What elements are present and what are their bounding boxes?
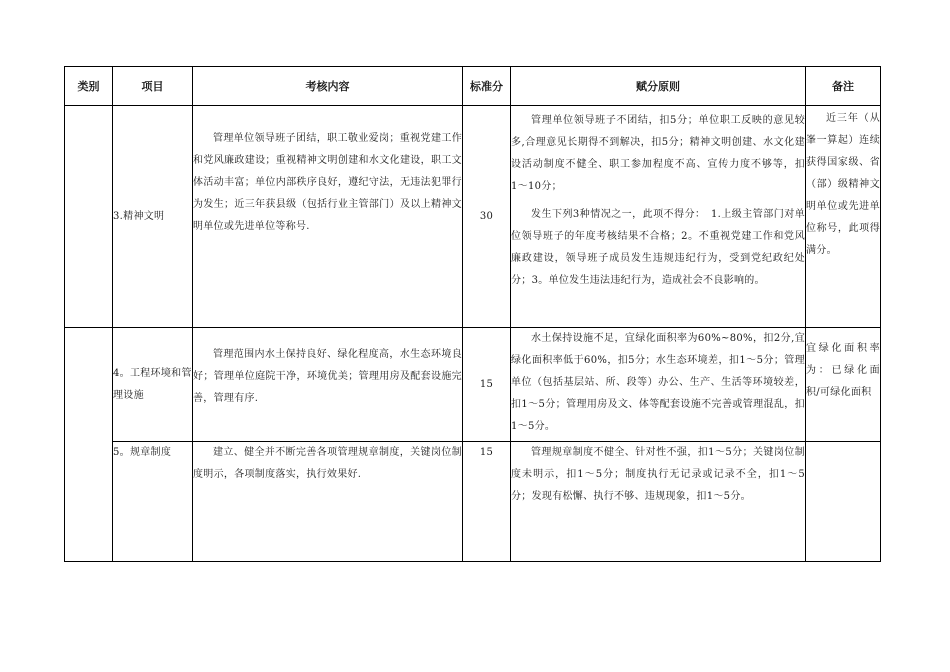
content-cell <box>193 106 463 328</box>
rule-cell <box>511 442 806 562</box>
assessment-table <box>64 66 881 562</box>
rule-text-2: 发生下列3种情况之一，此项不得分： 1.上级主管部门对单位领导班子的年度考核结果不合格；2。不重视党建工作和党风廉政建设，领导班子成员发生违规违纪行为，受到党纪政纪处分；3。单位发生违法违纪行为，造成社会不良影响的。 <box>511 209 805 286</box>
table-row <box>65 106 881 328</box>
note-cell <box>806 106 881 328</box>
content-cell <box>193 442 463 562</box>
header-score: 标准分 <box>463 67 511 106</box>
category-cell <box>65 106 113 328</box>
content-text: 管理范围内水土保持良好、绿化程度高，水生态环境良好；管理单位庭院干净，环境优美；管理用房及配套设施完善，管理有序. <box>193 349 462 404</box>
content-text: 管理单位领导班子团结，职工敬业爱岗；重视党建工作和党风廉政建设；重视精神文明创建和水文化建设，职工文体活动丰富；单位内部秩序良好，遵纪守法，无违法犯罪行为发生；近三年获县级（包括行业主管部门）及以上精神文明单位或先进单位等称号. <box>193 133 462 232</box>
score-value: 15 <box>479 447 494 458</box>
header-category: 类别 <box>65 67 113 106</box>
note-text: 近三年（从峯一算起）连续获得国家级、省（部）级精神文明单位或先进单位称号，此项得满分。 <box>806 113 880 256</box>
note-cell <box>806 328 881 442</box>
score-cell <box>463 106 511 328</box>
score-value: 30 <box>479 210 494 222</box>
item-label: 4。工程环境和管理设施 <box>113 367 192 401</box>
rule-text: 管理单位领导班子不团结，扣5分；单位职工反映的意见较多,合理意见长期得不到解决，扣5分；精神文明创建、水文化建设活动制度不健全、职工参加程度不高、宣传力度不够等，扣1〜10分； <box>511 115 805 192</box>
content-text: 建立、健全并不断完善各项管理规章制度，关键岗位制度明示，各项制度落实，执行效果好. <box>193 447 462 480</box>
rule-cell <box>511 328 806 442</box>
table-header-row <box>65 67 881 106</box>
item-cell <box>113 442 193 562</box>
rule-cell <box>511 106 806 328</box>
score-value: 15 <box>479 378 494 390</box>
rule-text: 水土保持设施不足，宜绿化面积率为60%~80%，扣2分,宜绿化面积率低于60%，扣5分；水生态环境差，扣1〜5分；管理单位（包括基层站、所、段等）办公、生产、生活等环境较差，扣1〜5分；管理用房及文、体等配套设施不完善或管理混乱，扣1〜5分。 <box>511 333 805 432</box>
header-rule: 赋分原则 <box>511 67 806 106</box>
table-row <box>65 328 881 442</box>
header-note: 备注 <box>806 67 881 106</box>
category-cell <box>65 328 113 562</box>
rule-text: 管理规章制度不健全、针对性不强，扣1〜5分；关键岗位制度未明示，扣1〜5分；制度执行无记录或记录不全，扣1〜5分；发现有松懈、执行不够、违规现象，扣1〜5分。 <box>511 447 805 502</box>
score-cell <box>463 442 511 562</box>
item-label: 5。规章制度 <box>113 447 172 458</box>
item-cell <box>113 328 193 442</box>
note-cell <box>806 442 881 562</box>
header-content: 考核内容 <box>193 67 463 106</box>
content-cell <box>193 328 463 442</box>
item-cell <box>113 106 193 328</box>
header-item: 项目 <box>113 67 193 106</box>
item-label: 3.精神文明 <box>113 210 165 222</box>
score-cell <box>463 328 511 442</box>
note-text: 宜绿化面积率为：已绿化面积/可绿化面积 <box>806 343 880 398</box>
table-row <box>65 442 881 562</box>
